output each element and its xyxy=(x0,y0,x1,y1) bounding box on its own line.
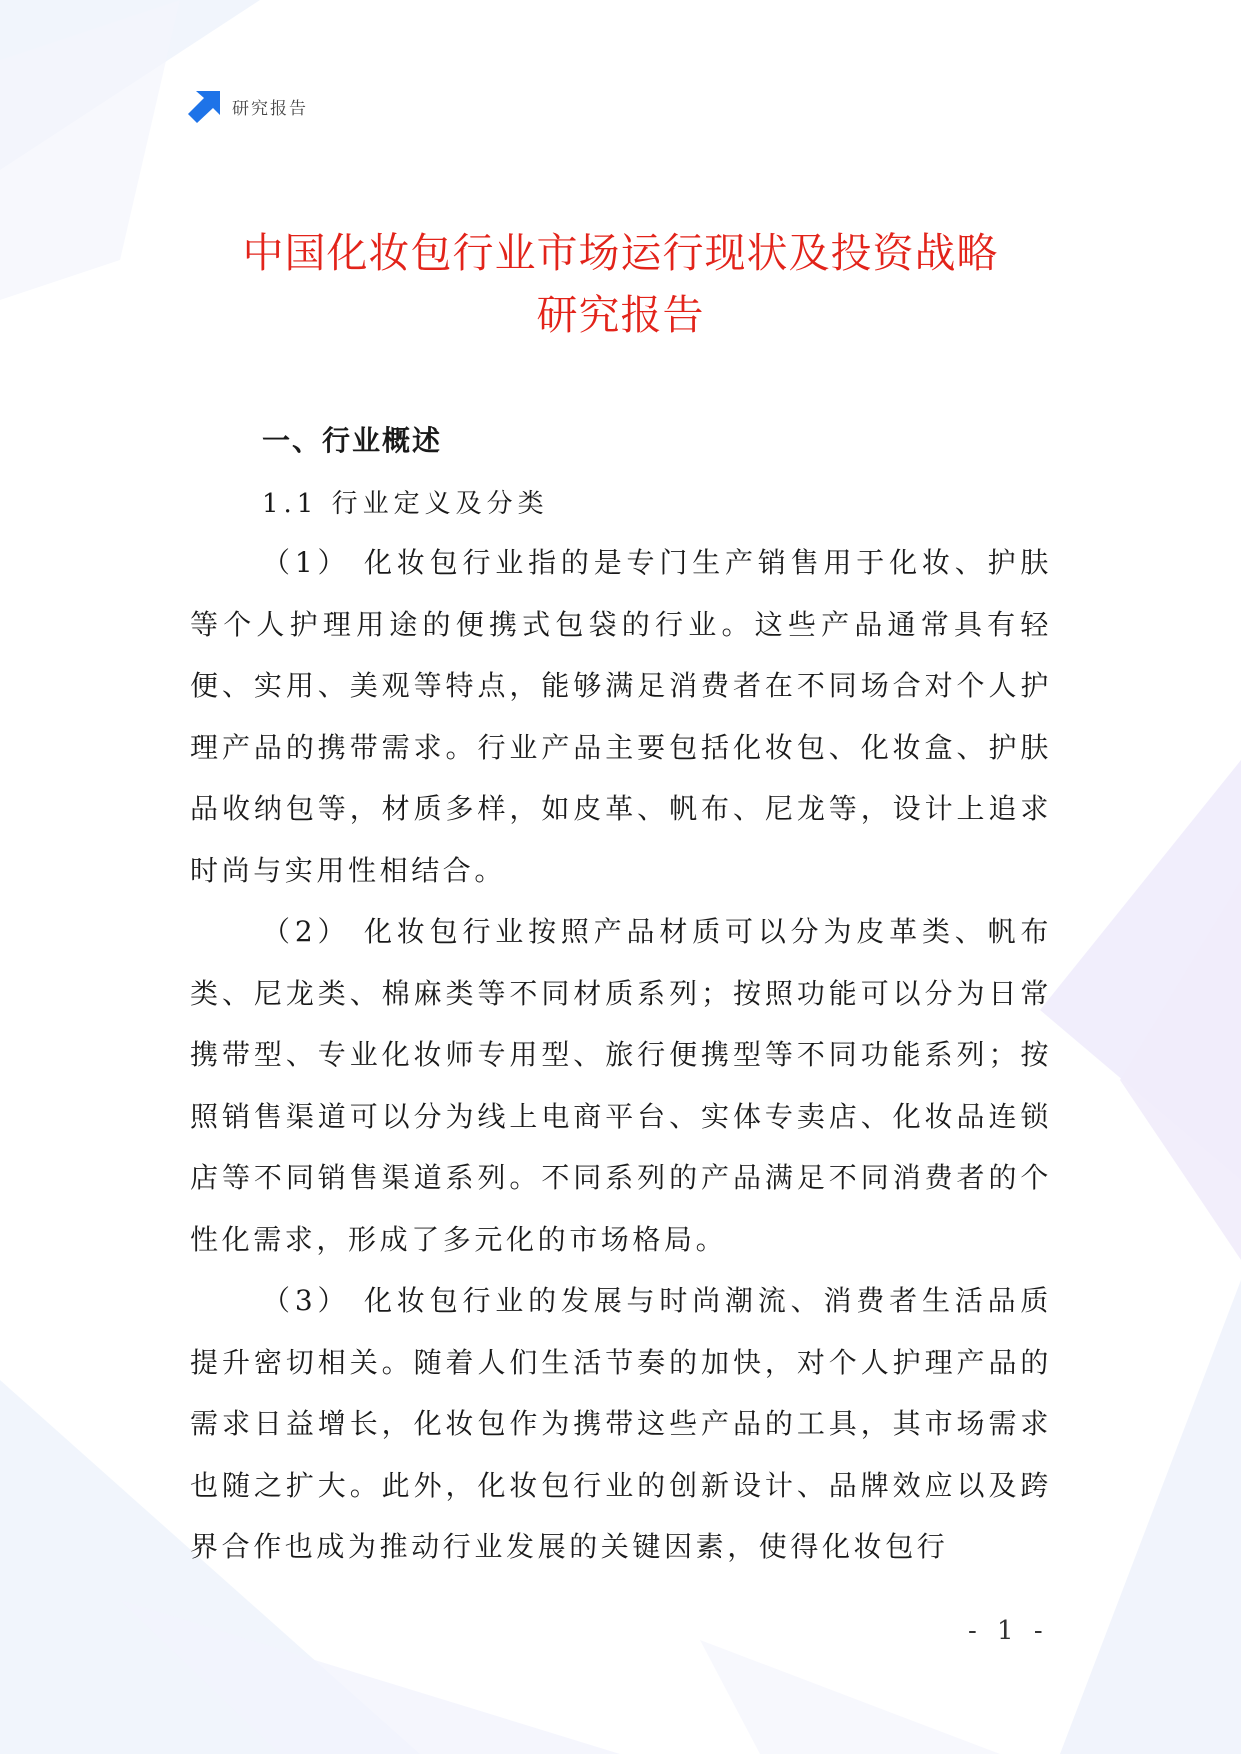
paragraph-2: （2） 化妆包行业按照产品材质可以分为皮革类、帆布类、尼龙类、棉麻类等不同材质系列；按照功能可以分为日常携带型、专业化妆师专用型、旅行便携型等不同功能系列；按照销售渠道可以分为线上电商平台、实体专卖店、化妆品连锁店等不同销售渠道系列。不同系列的产品满足不同消费者的个性化需求，形成了多元化的市场格局。 xyxy=(190,915,1052,1256)
title-line-1: 中国化妆包行业市场运行现状及投资战略 xyxy=(242,229,999,277)
title-line-2: 研究报告 xyxy=(536,291,705,339)
section-heading: 一、行业概述 xyxy=(262,424,443,457)
paragraph-1: （1） 化妆包行业指的是专门生产销售用于化妆、护肤等个人护理用途的便携式包袋的行业。这些产品通常具有轻便、实用、美观等特点，能够满足消费者在不同场合对个人护理产品的携带需求。行业产品主要包括化妆包、化妆盒、护肤品收纳包等，材质多样，如皮革、帆布、尼龙等，设计上追求时尚与实用性相结合。 xyxy=(190,546,1052,887)
paragraph-3: （3） 化妆包行业的发展与时尚潮流、消费者生活品质提升密切相关。随着人们生活节奏的加快，对个人护理产品的需求日益增长，化妆包作为携带这些产品的工具，其市场需求也随之扩大。此外，化妆包行业的创新设计、品牌效应以及跨界合作也成为推动行业发展的关键因素，使得化妆包行 xyxy=(190,1284,1052,1563)
header-label: 研究报告 xyxy=(232,98,308,119)
subsection-heading: 1.1 行业定义及分类 xyxy=(262,489,549,519)
report-header xyxy=(188,88,308,124)
page-number: - 1 - xyxy=(968,1616,1049,1646)
document-title xyxy=(150,222,1091,346)
document-body xyxy=(190,418,1052,1578)
arrow-up-right-icon xyxy=(188,89,222,123)
